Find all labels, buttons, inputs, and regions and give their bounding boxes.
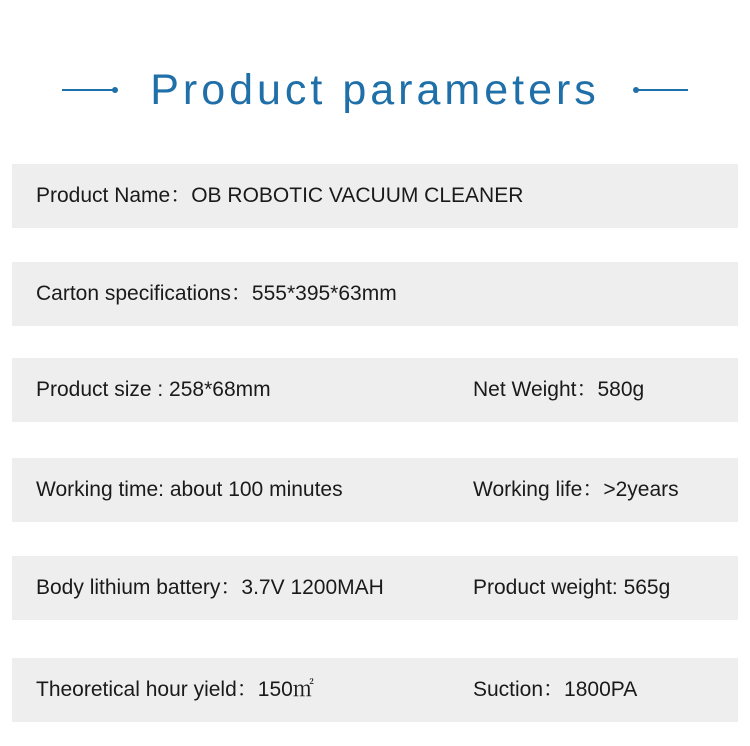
param-body-battery: Body lithium battery：3.7V 1200MAH	[36, 576, 384, 599]
page-title: Product parameters	[150, 66, 600, 114]
param-row-size-weight	[12, 358, 738, 422]
param-row-product-name	[12, 164, 738, 228]
page-header	[0, 62, 750, 118]
param-row-working	[12, 458, 738, 522]
param-net-weight: Net Weight：580g	[473, 378, 645, 401]
param-product-size: Product size : 258*68mm	[36, 378, 271, 401]
param-row-battery-weight	[12, 556, 738, 620]
param-theoretical-hour-yield: Theoretical hour yield：150㎡	[36, 678, 314, 701]
param-product-weight: Product weight: 565g	[473, 576, 671, 599]
param-working-life: Working life：>2years	[473, 478, 679, 501]
param-suction: Suction：1800PA	[473, 678, 638, 701]
param-row-yield-suction	[12, 658, 738, 722]
title-decoration-line-right	[636, 89, 688, 91]
param-row-carton	[12, 262, 738, 326]
param-carton-specifications: Carton specifications：555*395*63mm	[36, 282, 397, 305]
param-working-time: Working time: about 100 minutes	[36, 478, 343, 501]
param-product-name: Product Name：OB ROBOTIC VACUUM CLEANER	[36, 184, 524, 207]
